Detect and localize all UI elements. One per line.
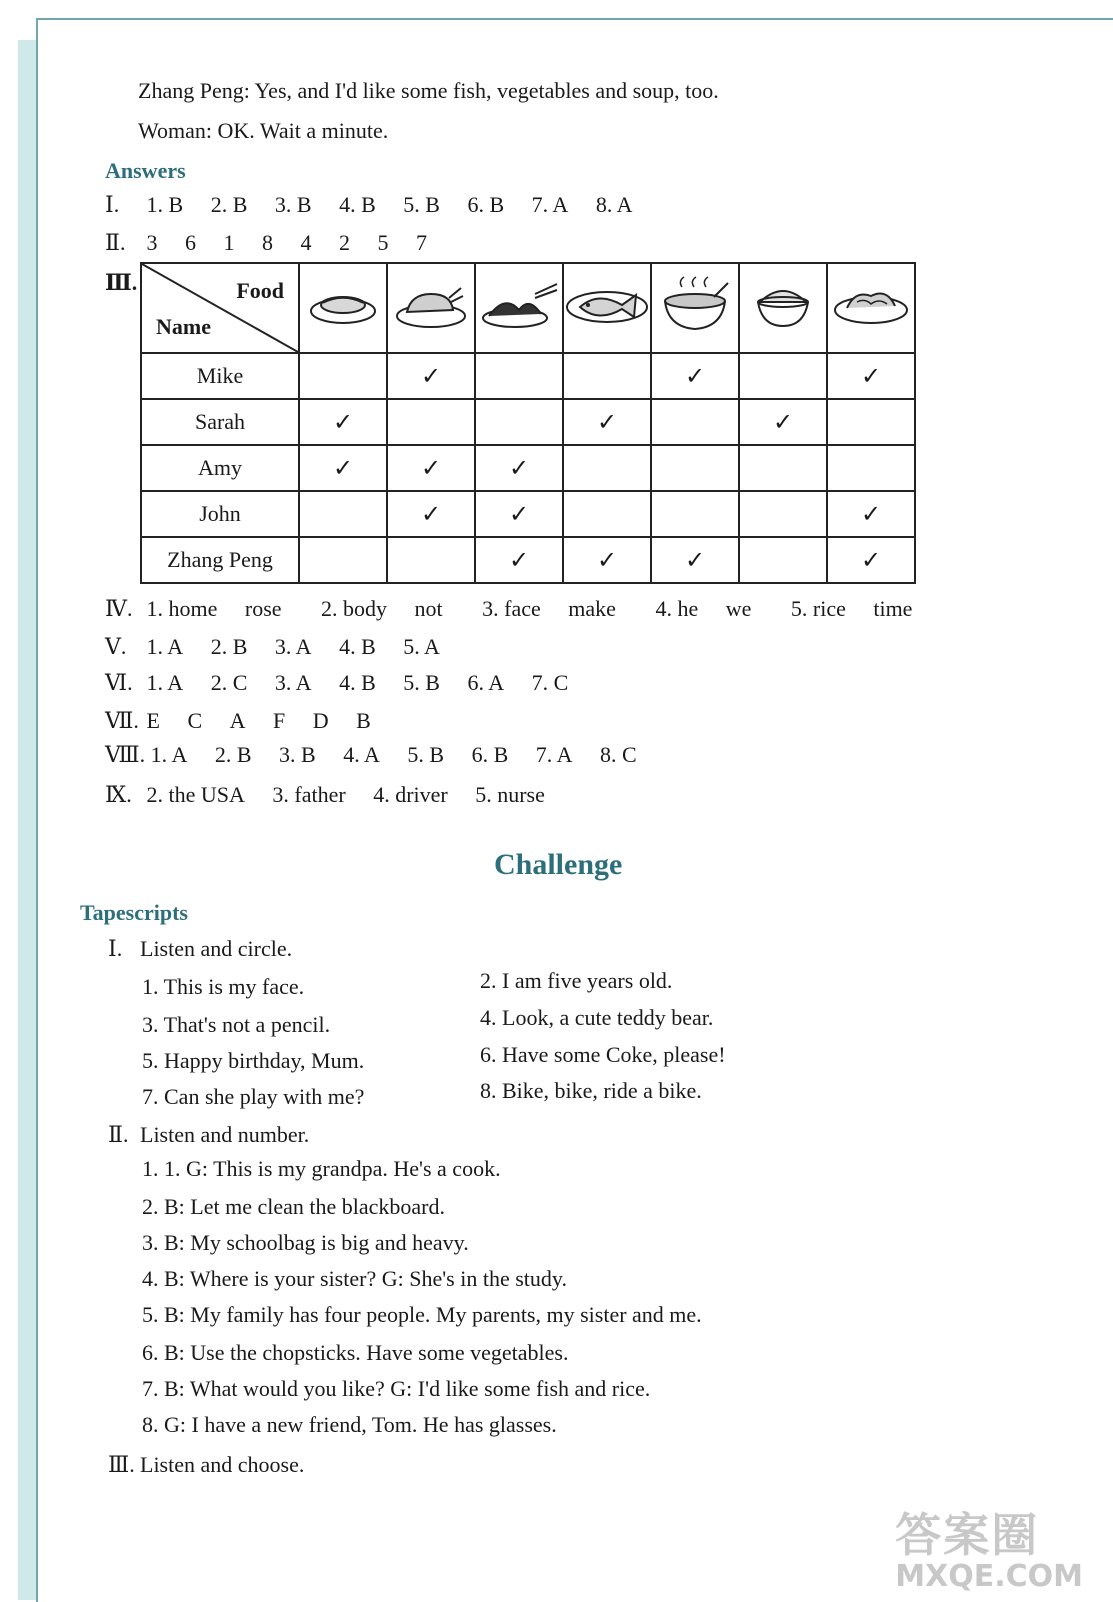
food-pic-cell [739, 263, 827, 353]
answer-item: 2. C [210, 670, 248, 695]
answer-item: 1. A [146, 634, 184, 659]
list-item: 1. This is my face. [142, 974, 305, 999]
diagonal-header-cell [141, 263, 299, 353]
empty-cell [739, 445, 827, 491]
answer-item: 7. C [531, 670, 569, 695]
answer-row-VII [105, 708, 393, 734]
empty-cell [651, 399, 739, 445]
empty-cell [387, 399, 475, 445]
answer-item: 2. body [321, 596, 388, 621]
page-spine [18, 40, 38, 1600]
roman-label: Ⅴ. [105, 634, 127, 659]
answer-item: 3. B [279, 742, 316, 767]
empty-cell [475, 353, 563, 399]
table-row [141, 491, 915, 537]
food-pic-cell [827, 263, 915, 353]
row-name-cell: Amy [141, 445, 299, 491]
answer-item: 7. A [531, 192, 569, 217]
list-item: 7. B: What would you like? G: I'd like some fish and rice. [142, 1376, 651, 1401]
answer-item: C [187, 708, 203, 733]
answer-row-IV [105, 596, 934, 622]
roast-chicken-icon [393, 280, 469, 330]
answer-item: 3. father [272, 782, 346, 807]
fish-plate-icon [564, 283, 650, 327]
table-row [141, 537, 915, 583]
answer-item: rose [244, 596, 282, 621]
section-1-heading [108, 936, 292, 962]
watermark [895, 1499, 1083, 1594]
food-pic-cell [387, 263, 475, 353]
check-mark-cell: ✓ [651, 537, 739, 583]
answer-item: we [725, 596, 752, 621]
answer-item: 5. nurse [475, 782, 545, 807]
table-header-row [141, 263, 915, 353]
list-item: 7. Can she play with me? [142, 1084, 365, 1109]
check-mark-cell: ✓ [827, 537, 915, 583]
answer-item: 4 [300, 230, 312, 255]
table-row [141, 353, 915, 399]
answer-item: 1 [223, 230, 235, 255]
answer-item: 5. B [407, 742, 445, 767]
roman-label: Ⅰ. [108, 936, 123, 961]
roman-label: Ⅰ. [105, 192, 120, 217]
answer-item: 1. A [150, 742, 188, 767]
row-name-cell: Sarah [141, 399, 299, 445]
empty-cell [827, 445, 915, 491]
roman-label: Ⅳ. [105, 596, 133, 621]
empty-cell [299, 537, 387, 583]
list-item: 2. B: Let me clean the blackboard. [142, 1194, 445, 1219]
empty-cell [651, 491, 739, 537]
answer-item: 5. rice [790, 596, 846, 621]
food-table [140, 262, 916, 584]
answer-item: 8. A [595, 192, 633, 217]
roman-label: Ⅱ. [108, 1122, 129, 1147]
list-item: 3. That's not a pencil. [142, 1012, 331, 1037]
answer-item: 6. B [467, 192, 505, 217]
answer-item: 3. face [482, 596, 541, 621]
empty-cell [299, 491, 387, 537]
list-item: 8. G: I have a new friend, Tom. He has glasses. [142, 1412, 557, 1437]
section-title: Listen and number. [140, 1122, 310, 1147]
section-2-heading [108, 1122, 309, 1148]
food-pic-cell [475, 263, 563, 353]
empty-cell [651, 445, 739, 491]
check-mark-cell: ✓ [827, 353, 915, 399]
answer-item: 1. home [146, 596, 218, 621]
answer-item: 2 [339, 230, 350, 255]
check-mark-cell: ✓ [563, 399, 651, 445]
list-item: 4. B: Where is your sister? G: She's in the study. [142, 1266, 567, 1291]
list-item: 5. B: My family has four people. My parents, my sister and me. [142, 1302, 702, 1327]
pancake-plate-icon [308, 283, 378, 327]
list-item: 5. Happy birthday, Mum. [142, 1048, 365, 1073]
rice-bowl-icon [754, 280, 812, 330]
answer-item: 8 [262, 230, 273, 255]
answer-item: 2. the USA [146, 782, 245, 807]
vegetables-plate-icon [831, 282, 911, 328]
empty-cell [563, 445, 651, 491]
answer-item: B [356, 708, 371, 733]
food-table-body [141, 353, 915, 583]
answer-item: 2. B [210, 634, 248, 659]
section-title: Listen and choose. [140, 1452, 305, 1477]
answer-item: 5. B [403, 670, 440, 695]
answer-item: time [873, 596, 913, 621]
dialogue-line-1: Zhang Peng: Yes, and I'd like some fish, vegetables and soup, too. [138, 78, 719, 103]
food-pic-cell [299, 263, 387, 353]
answer-item: 7 [416, 230, 427, 255]
check-mark-cell: ✓ [827, 491, 915, 537]
empty-cell [475, 399, 563, 445]
row-name-cell: Mike [141, 353, 299, 399]
answer-item: 5 [377, 230, 389, 255]
food-pic-cell [563, 263, 651, 353]
answer-item: D [312, 708, 329, 733]
answer-item: 4. A [343, 742, 380, 767]
check-mark-cell: ✓ [739, 399, 827, 445]
noodles-icon [479, 280, 559, 330]
list-item: 4. Look, a cute teddy bear. [480, 1005, 714, 1030]
watermark-en: MXQE.COM [895, 1559, 1083, 1594]
roman-label: Ⅲ. [108, 1452, 135, 1477]
answer-row-III-label: Ⅲ. [105, 270, 138, 295]
list-item: 6. Have some Coke, please! [480, 1042, 726, 1067]
check-mark-cell: ✓ [299, 399, 387, 445]
empty-cell [739, 353, 827, 399]
answer-item: E [146, 708, 160, 733]
check-mark-cell: ✓ [651, 353, 739, 399]
roman-label: Ⅶ. [105, 708, 139, 733]
answer-item: 4. B [339, 670, 376, 695]
answer-item: 4. B [339, 192, 376, 217]
answers-heading: Answers [105, 158, 186, 183]
row-name-cell: Zhang Peng [141, 537, 299, 583]
answer-item: 4. driver [373, 782, 448, 807]
check-mark-cell: ✓ [387, 445, 475, 491]
check-mark-cell: ✓ [299, 445, 387, 491]
watermark-cn: 答案圈 [895, 1508, 1040, 1562]
table-row [141, 445, 915, 491]
answer-item: 8. C [599, 742, 637, 767]
row-name-cell: John [141, 491, 299, 537]
answer-item: 6. B [471, 742, 509, 767]
answer-item: A [229, 708, 246, 733]
answer-item: not [414, 596, 443, 621]
check-mark-cell: ✓ [387, 353, 475, 399]
answer-item: 5. B [403, 192, 440, 217]
roman-label: Ⅸ. [105, 782, 132, 807]
empty-cell [563, 353, 651, 399]
answer-item: 1. A [146, 670, 184, 695]
empty-cell [739, 537, 827, 583]
answer-item: 4. he [655, 596, 699, 621]
table-row [141, 399, 915, 445]
list-item: 1. 1. G: This is my grandpa. He's a cook. [142, 1156, 501, 1181]
empty-cell [387, 537, 475, 583]
answer-item: 3. A [274, 670, 312, 695]
answer-row-VI [105, 670, 590, 696]
answer-row-IX [105, 782, 567, 808]
roman-label: Ⅵ. [105, 670, 133, 695]
list-item: 6. B: Use the chopsticks. Have some vegetables. [142, 1340, 569, 1365]
list-item: 3. B: My schoolbag is big and heavy. [142, 1230, 469, 1255]
answer-item: 2. B [214, 742, 252, 767]
answer-item: 4. B [339, 634, 376, 659]
check-mark-cell: ✓ [563, 537, 651, 583]
answer-row-VIII [105, 742, 659, 768]
dialogue-line-2: Woman: OK. Wait a minute. [138, 118, 389, 143]
answer-item: 2. B [210, 192, 248, 217]
tapescripts-heading: Tapescripts [80, 900, 188, 925]
header-name-label: Name [156, 314, 211, 339]
food-pic-cell [651, 263, 739, 353]
empty-cell [739, 491, 827, 537]
answer-item: 1. B [146, 192, 184, 217]
roman-label: Ⅷ. [105, 742, 146, 767]
answer-item: 3. B [274, 192, 312, 217]
answer-row-I [105, 192, 655, 218]
header-food-label: Food [236, 278, 284, 303]
answer-item: 3. A [274, 634, 312, 659]
answer-item: 7. A [535, 742, 573, 767]
answer-row-II [105, 230, 449, 256]
roman-label: Ⅱ. [105, 230, 126, 255]
check-mark-cell: ✓ [475, 445, 563, 491]
section-3-heading [108, 1452, 304, 1478]
soup-bowl-icon [660, 275, 730, 335]
answer-item: 6. A [467, 670, 505, 695]
answer-item: F [273, 708, 286, 733]
list-item: 8. Bike, bike, ride a bike. [480, 1078, 702, 1103]
check-mark-cell: ✓ [475, 537, 563, 583]
challenge-title: Challenge [494, 848, 623, 881]
answer-item: make [568, 596, 616, 621]
section-title: Listen and circle. [140, 936, 293, 961]
check-mark-cell: ✓ [387, 491, 475, 537]
list-item: 2. I am five years old. [480, 968, 673, 993]
check-mark-cell: ✓ [475, 491, 563, 537]
answer-row-V [105, 634, 462, 660]
empty-cell [299, 353, 387, 399]
empty-cell [827, 399, 915, 445]
answer-item: 5. A [403, 634, 440, 659]
empty-cell [563, 491, 651, 537]
answer-item: 3 [146, 230, 158, 255]
answer-item: 6 [185, 230, 196, 255]
